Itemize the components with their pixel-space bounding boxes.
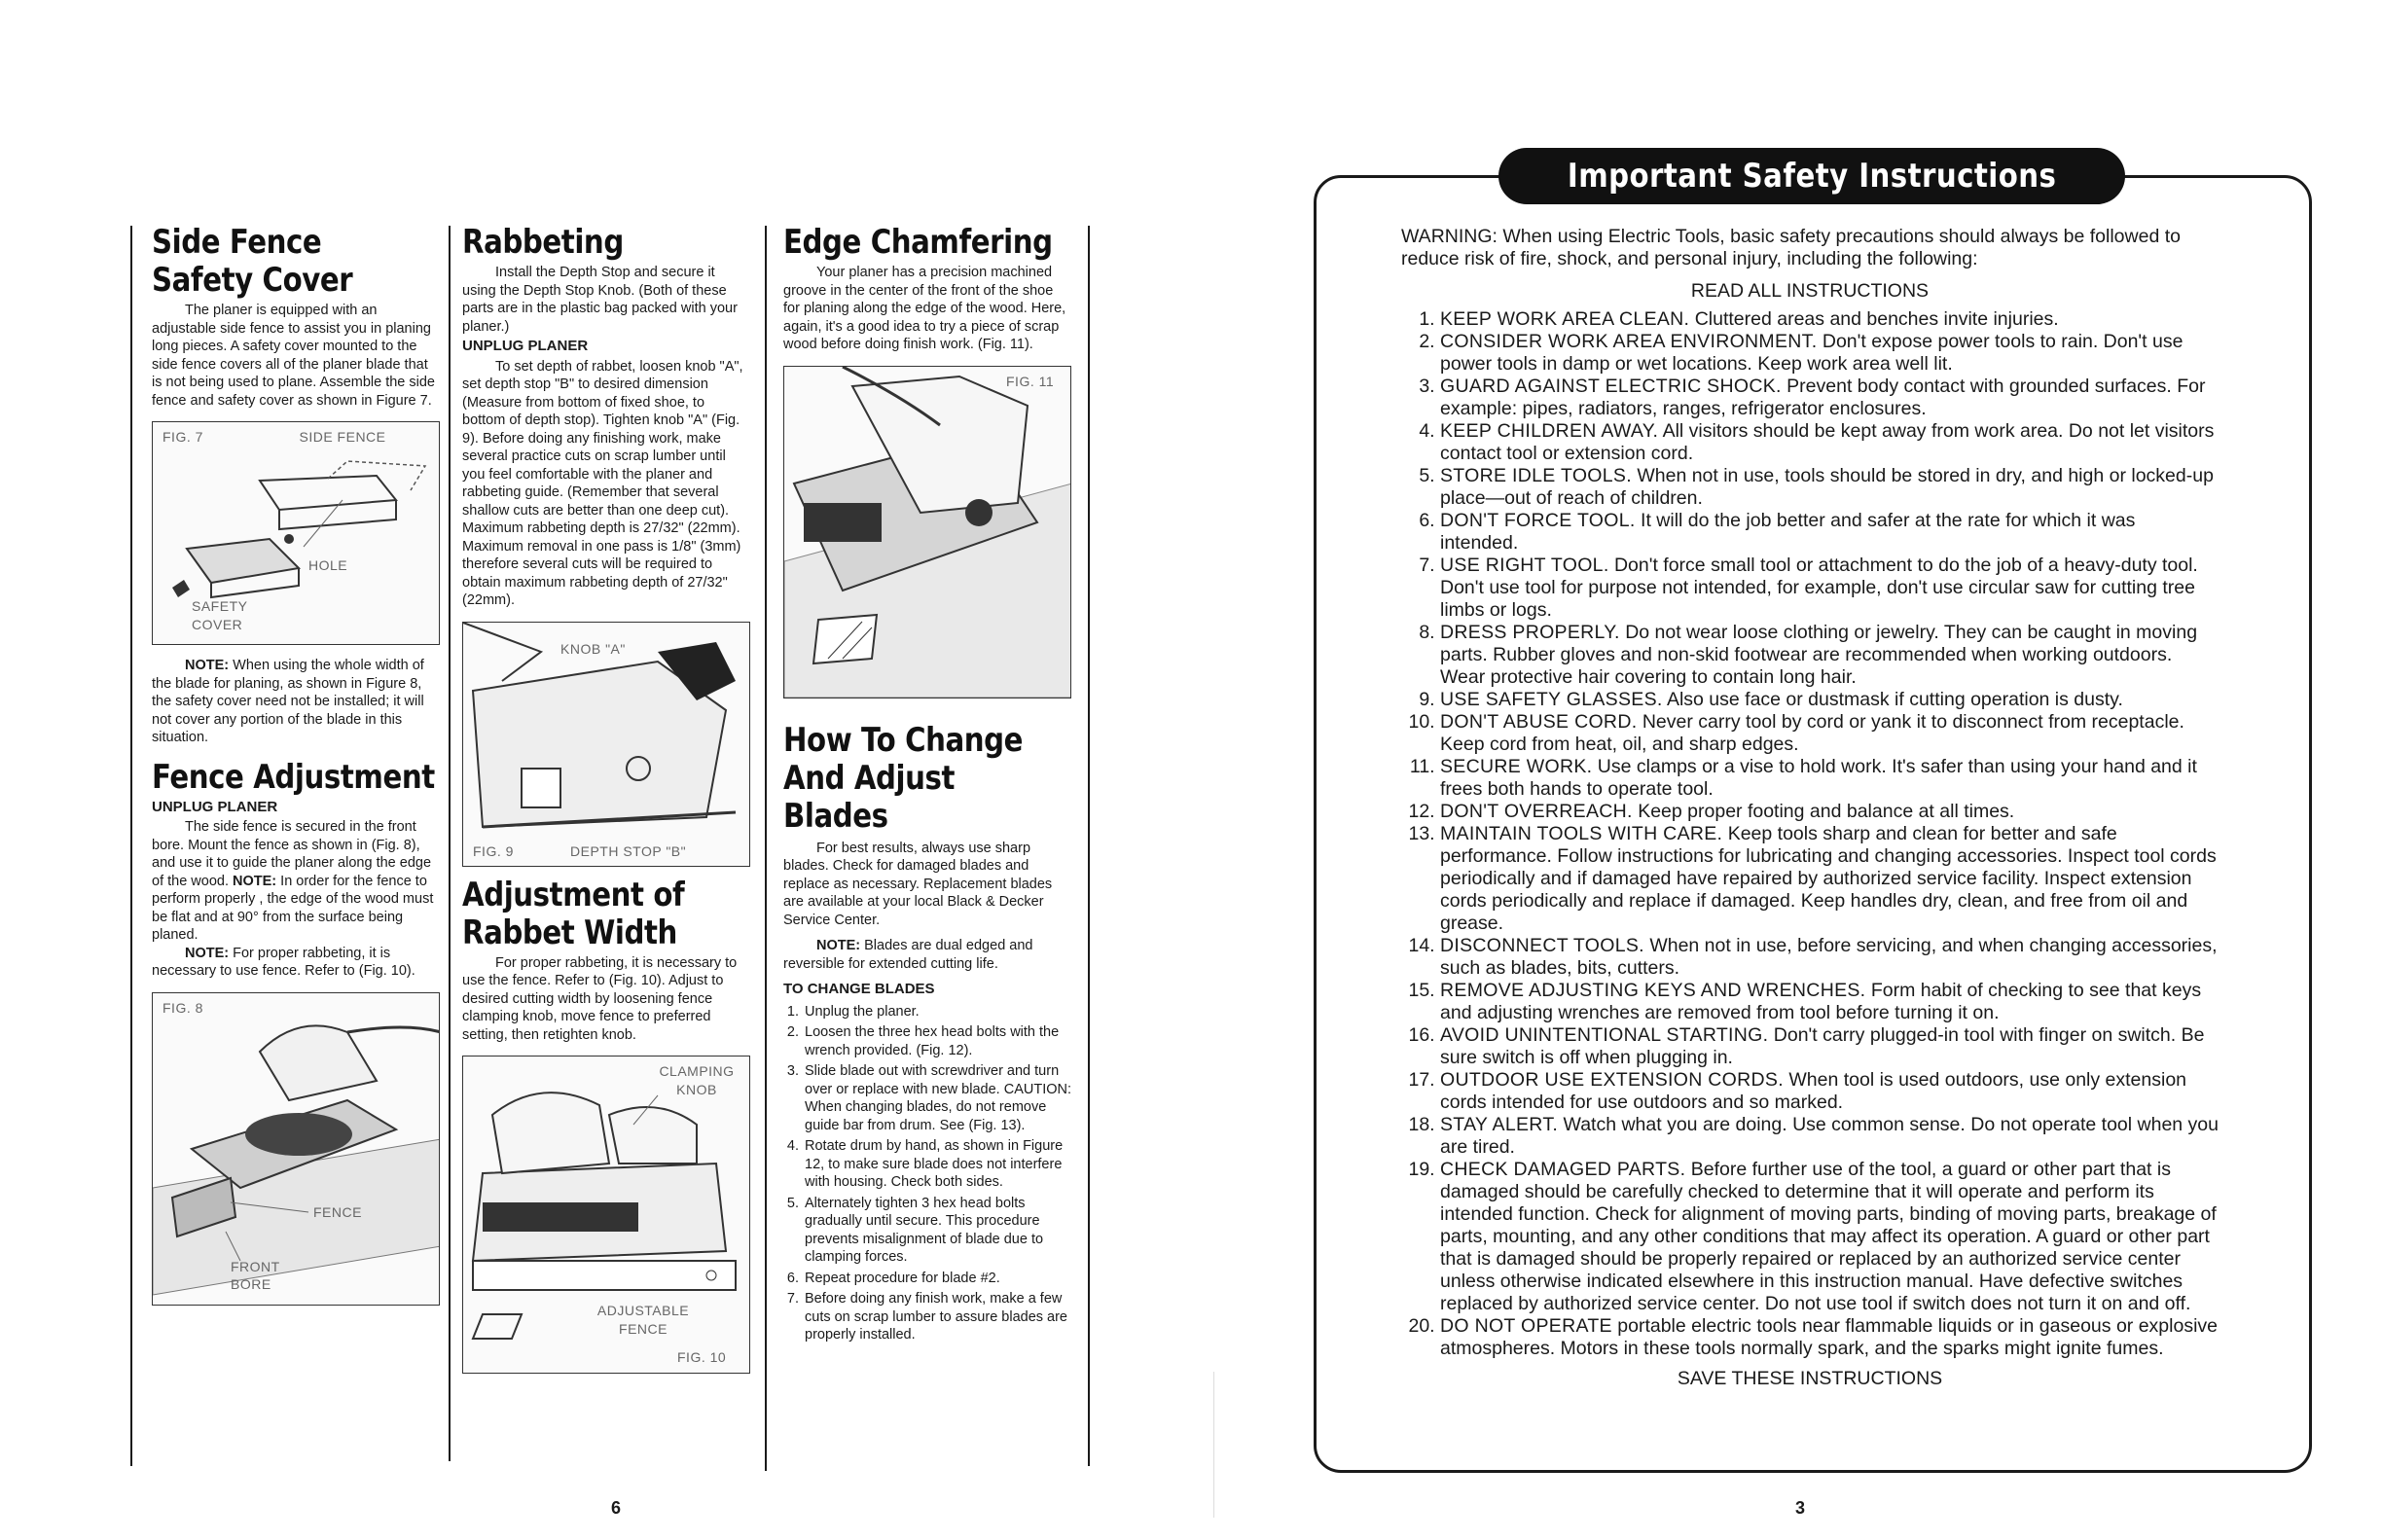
figure-11-label: FIG. 11 — [1006, 373, 1055, 389]
figure-10 — [462, 1056, 750, 1374]
callout-knob-a: KNOB "A" — [560, 640, 626, 657]
note-label: NOTE: — [816, 938, 861, 953]
note-text: Blades are dual edged and reversible for extended cutting life. — [783, 938, 1033, 972]
change-blades-title-2: And Adjust — [783, 758, 956, 798]
figure-9-label: FIG. 9 — [473, 842, 514, 859]
fence-adjustment-text: The side fence is secured in the front bore. Mount the fence as shown in (Fig. 8), and use it to guide the planer along the edge of the wood. — [152, 819, 432, 889]
fence-adjustment-subhead: UNPLUG PLANER — [152, 798, 278, 815]
side-fence-title-2: Safety Cover — [152, 261, 353, 300]
rabbeting-subhead: UNPLUG PLANER — [462, 338, 589, 354]
column-rule — [765, 226, 767, 1471]
rule-title: DON'T FORCE TOOL. — [1440, 510, 1636, 531]
change-blades-subhead: TO CHANGE BLADES — [783, 981, 935, 997]
rule-text: Form habit of checking to see that keys and adjusting wrenches are removed from tool before turning it on. — [1440, 980, 2202, 1023]
safety-content — [1401, 226, 2219, 1390]
fence-adjustment-note-2 — [152, 945, 440, 981]
column-2 — [462, 223, 750, 1385]
list-item: 6. Repeat procedure for blade #2. — [803, 1270, 1071, 1288]
rule-text: When tool is used outdoors, use only extension cords intended for use outdoors and so marked. — [1440, 1069, 2187, 1113]
callout-hole: HOLE — [308, 557, 348, 573]
change-blades-title-3: Blades — [783, 796, 888, 836]
figure-11 — [783, 366, 1071, 698]
list-item — [1440, 308, 2219, 331]
figure-10-label: FIG. 10 — [677, 1349, 727, 1365]
edge-chamfering-title: Edge Chamfering — [783, 223, 1053, 262]
list-item — [1440, 420, 2219, 465]
read-all-instructions: READ ALL INSTRUCTIONS — [1690, 280, 1930, 302]
list-item: 7. Before doing any finish work, make a few cuts on scrap lumber to assure blades are properly installed. — [803, 1290, 1071, 1344]
rule-text: Keep proper footing and balance at all times. — [1638, 801, 2015, 822]
rule-title: AVOID UNINTENTIONAL STARTING. — [1440, 1024, 1769, 1046]
list-item: 3. Slide blade out with screwdriver and turn over or replace with new blade. CAUTION: When changing blades, do not remove guide bar from drum. See (Fig. 13). — [803, 1062, 1071, 1134]
rule-title: DISCONNECT TOOLS. — [1440, 935, 1644, 956]
figure-7 — [152, 421, 440, 645]
right-page — [1216, 0, 2382, 1540]
figure-8 — [152, 992, 440, 1306]
list-item — [1440, 376, 2219, 420]
list-item — [1440, 1159, 2219, 1315]
warning-label: WARNING: — [1401, 226, 1498, 247]
note-text: For proper rabbeting, it is necessary to use fence. Refer to (Fig. 10). — [152, 945, 415, 979]
list-item — [1440, 935, 2219, 980]
rabbeting-title: Rabbeting — [462, 223, 624, 262]
callout-clamping-knob: CLAMPING KNOB — [659, 1063, 735, 1097]
list-item — [1440, 331, 2219, 376]
list-item: 5. Alternately tighten 3 hex head bolts gradually until secure. This procedure prevents misalignment of blade due to clamping forces. — [803, 1195, 1071, 1267]
note-label: NOTE: — [233, 873, 277, 889]
rabbet-width-body: For proper rabbeting, it is necessary to use the fence. Refer to (Fig. 10). Adjust to desired cutting width by loosening fence clamping knob, move fence to preferred setting, then retighten knob. — [462, 954, 738, 1043]
rule-title: CHECK DAMAGED PARTS. — [1440, 1159, 1686, 1180]
list-item — [1440, 823, 2219, 935]
rule-title: OUTDOOR USE EXTENSION CORDS. — [1440, 1069, 1784, 1091]
note-label: NOTE: — [185, 658, 230, 673]
change-blades-steps — [783, 1003, 1071, 1344]
column-rule — [1088, 226, 1090, 1466]
figure-7-label: FIG. 7 — [162, 429, 203, 445]
callout-side-fence: SIDE FENCE — [299, 429, 386, 445]
callout-safety-cover: SAFETY COVER — [192, 598, 248, 632]
rule-text: Prevent body contact with grounded surfaces. For example: pipes, radiators, ranges, refrigerator enclosures. — [1440, 376, 2206, 419]
callout-adjustable-fence: ADJUSTABLE FENCE — [596, 1303, 690, 1337]
rule-text: When not in use, before servicing, and when changing accessories, such as blades, bits, cutters. — [1440, 935, 2218, 979]
list-item — [1440, 1114, 2219, 1159]
fence-adjustment-title: Fence Adjustment — [152, 757, 435, 797]
rule-text: All visitors should be kept away from work area. Do not let visitors contact tool or extension cord. — [1440, 420, 2215, 464]
rule-text: portable electric tools near flammable liquids or in gaseous or explosive atmospheres. Motors in these tools normally spark, and the sparks might ignite fumes. — [1440, 1315, 2219, 1359]
list-item: 1. Unplug the planer. — [803, 1003, 1071, 1021]
figure-11-drawing — [784, 367, 1071, 698]
page-number-left: 6 — [611, 1498, 622, 1518]
side-fence-title-1: Side Fence — [152, 223, 322, 262]
rule-title: STORE IDLE TOOLS. — [1440, 465, 1632, 486]
side-fence-intro: The planer is equipped with an adjustable side fence to assist you in planing long pieces. A safety cover mounted to the side fence covers all of the planer blade that is not being used to plane. Assemble the side fence and safety cover as shown in Figure 7. — [152, 303, 435, 409]
rule-title: MAINTAIN TOOLS WITH CARE. — [1440, 823, 1723, 844]
rabbeting-intro: Install the Depth Stop and secure it using the Depth Stop Knob. (Both of these parts are in the plastic bag packed with your planer.) — [462, 265, 738, 335]
list-item — [1440, 689, 2219, 711]
column-rule — [449, 226, 451, 1461]
warning-text: When using Electric Tools, basic safety precautions should always be followed to reduce risk of fire, shock, and personal injury, including the following: — [1401, 226, 2181, 269]
rule-title: REMOVE ADJUSTING KEYS AND WRENCHES. — [1440, 980, 1866, 1001]
change-blades-note — [783, 937, 1071, 973]
page-number-right: 3 — [1795, 1498, 1806, 1518]
list-item — [1440, 1069, 2219, 1114]
rule-text: Never carry tool by cord or yank it to disconnect from receptacle. Keep cord from heat, oil, and sharp edges. — [1440, 711, 2184, 755]
rule-text: Don't force small tool or attachment to do the job of a heavy-duty tool. Don't use tool for purpose not intended, for example, don't use circular saw for cutting tree limbs or logs. — [1440, 555, 2198, 621]
list-item: 4. Rotate drum by hand, as shown in Figure 12, to make sure blade does not interfere with housing. Check both sides. — [803, 1137, 1071, 1192]
list-item — [1440, 1315, 2219, 1360]
column-1 — [152, 223, 440, 1317]
column-3 — [783, 223, 1071, 1347]
safety-banner-title: Important Safety Instructions — [1567, 157, 2057, 196]
rule-text: Do not wear loose clothing or jewelry. They can be caught in moving parts. Rubber gloves and non-skid footwear are recommended when working outdoors. Wear protective hair covering to contain long hair. — [1440, 622, 2198, 688]
rule-title: USE RIGHT TOOL. — [1440, 555, 1609, 576]
page-fold — [1213, 1372, 1214, 1518]
list-item — [1440, 510, 2219, 555]
list-item — [1440, 980, 2219, 1024]
rule-title: USE SAFETY GLASSES. — [1440, 689, 1663, 710]
rule-text: Don't carry plugged-in tool with finger on switch. Be sure switch is off when plugging in. — [1440, 1024, 2205, 1068]
figure-9 — [462, 622, 750, 867]
rabbet-width-title-1: Adjustment of — [462, 875, 685, 914]
list-item — [1440, 555, 2219, 622]
rule-title: DON'T ABUSE CORD. — [1440, 711, 1638, 733]
save-these-instructions: SAVE THESE INSTRUCTIONS — [1677, 1368, 1943, 1389]
safety-rules-list — [1401, 308, 2219, 1360]
note-text: When using the whole width of the blade for planing, as shown in Figure 8, the safety cover need not be installed; it will not cover any portion of the blade in this situation. — [152, 658, 424, 745]
rule-text: Also use face or dustmask if cutting operation is dusty. — [1666, 689, 2123, 710]
rule-title: STAY ALERT. — [1440, 1114, 1559, 1135]
list-item — [1440, 1024, 2219, 1069]
rule-text: Before further use of the tool, a guard or other part that is damaged should be carefully checked to determine that it will operate and perform its intended function. Check for alignment of moving parts, binding of moving parts, breakage of parts, mounting, and any other conditions that may affect its operation. A guard or other part that is damaged should be properly repaired or replaced by an authorized service center unless otherwise indicated elsewhere in this instruction manual. Have defective switches replaced by authorized service center. Do not use tool if switch does not turn it on and off. — [1440, 1159, 2217, 1314]
change-blades-title-1: How To Change — [783, 720, 1024, 760]
rule-text: Watch what you are doing. Use common sense. Do not operate tool when you are tired. — [1440, 1114, 2219, 1158]
note-label: NOTE: — [185, 945, 230, 961]
rule-title: KEEP WORK AREA CLEAN. — [1440, 308, 1690, 330]
rule-text: Cluttered areas and benches invite injuries. — [1694, 308, 2059, 330]
list-item — [1440, 756, 2219, 801]
note-text: In order for the fence to perform properly , the edge of the wood must be flat and at 90° from the surface being planed. — [152, 873, 434, 943]
list-item — [1440, 801, 2219, 823]
edge-chamfering-body: Your planer has a precision machined groove in the center of the front of the shoe for planing along the edge of the wood. Here, again, it's a good idea to try a piece of scrap wood before doing finish work. (Fig. 11). — [783, 265, 1066, 352]
rule-title: DRESS PROPERLY. — [1440, 622, 1620, 643]
list-item: 2. Loosen the three hex head bolts with the wrench provided. (Fig. 12). — [803, 1023, 1071, 1059]
list-item — [1440, 711, 2219, 756]
rabbet-width-title-2: Rabbet Width — [462, 913, 677, 952]
warning-paragraph — [1401, 226, 2219, 270]
rule-title: GUARD AGAINST ELECTRIC SHOCK. — [1440, 376, 1782, 397]
callout-depth-stop: DEPTH STOP "B" — [570, 842, 687, 859]
rule-title: CONSIDER WORK AREA ENVIRONMENT. — [1440, 331, 1818, 352]
list-item — [1440, 465, 2219, 510]
callout-front-bore: FRONT BORE — [231, 1258, 280, 1292]
rule-text: Don't expose power tools to rain. Don't use power tools in damp or wet locations. Keep work area well lit. — [1440, 331, 2184, 375]
rule-text: Use clamps or a vise to hold work. It's safer than using your hand and it frees both hands to operate tool. — [1440, 756, 2197, 800]
rule-title: KEEP CHILDREN AWAY. — [1440, 420, 1659, 442]
rule-text: It will do the job better and safer at the rate for which it was intended. — [1440, 510, 2136, 554]
rule-title: DON'T OVERREACH. — [1440, 801, 1633, 822]
rabbeting-body: To set depth of rabbet, loosen knob "A", set depth stop "B" to desired dimension (Measure from bottom of fixed shoe, to bottom of depth stop). Tighten knob "A" (Fig. 9). Before doing any finishing work, make several practice cuts on scrap lumber until you feel comfortable with the planer and rabbeting guide. (Remember that several shallow cuts are better than one deep cut). Maximum rabbeting depth is 27/32" (22mm). Maximum removal in one pass is 1/8" (3mm) therefore several cuts will be required to obtain maximum rabbeting depth of 27/32" (22mm). — [462, 358, 743, 608]
fence-adjustment-body — [152, 818, 440, 945]
change-blades-body: For best results, always use sharp blades. Check for damaged blades and replace as necessary. Replacement blades are available at your local Black & Decker Service Center. — [783, 840, 1053, 928]
list-item — [1440, 622, 2219, 689]
figure-9-drawing — [463, 623, 750, 866]
rule-text: Keep tools sharp and clean for better and safe performance. Follow instructions for lubricating and changing accessories. Inspect tool cords periodically and if damaged have repaired by authorized service facility. Inspect extension cords periodically and replace if damaged. Keep handles dry, clean, and free from oil and grease. — [1440, 823, 2217, 934]
figure-8-label: FIG. 8 — [162, 999, 203, 1016]
side-fence-note — [152, 657, 440, 747]
rule-text: When not in use, tools should be stored in dry, and high or locked-up place—out of reach of children. — [1440, 465, 2214, 509]
column-rule — [130, 226, 132, 1466]
rule-title: DO NOT OPERATE — [1440, 1315, 1612, 1337]
rule-title: SECURE WORK. — [1440, 756, 1593, 777]
safety-banner — [1498, 148, 2125, 204]
callout-fence: FENCE — [313, 1203, 362, 1220]
